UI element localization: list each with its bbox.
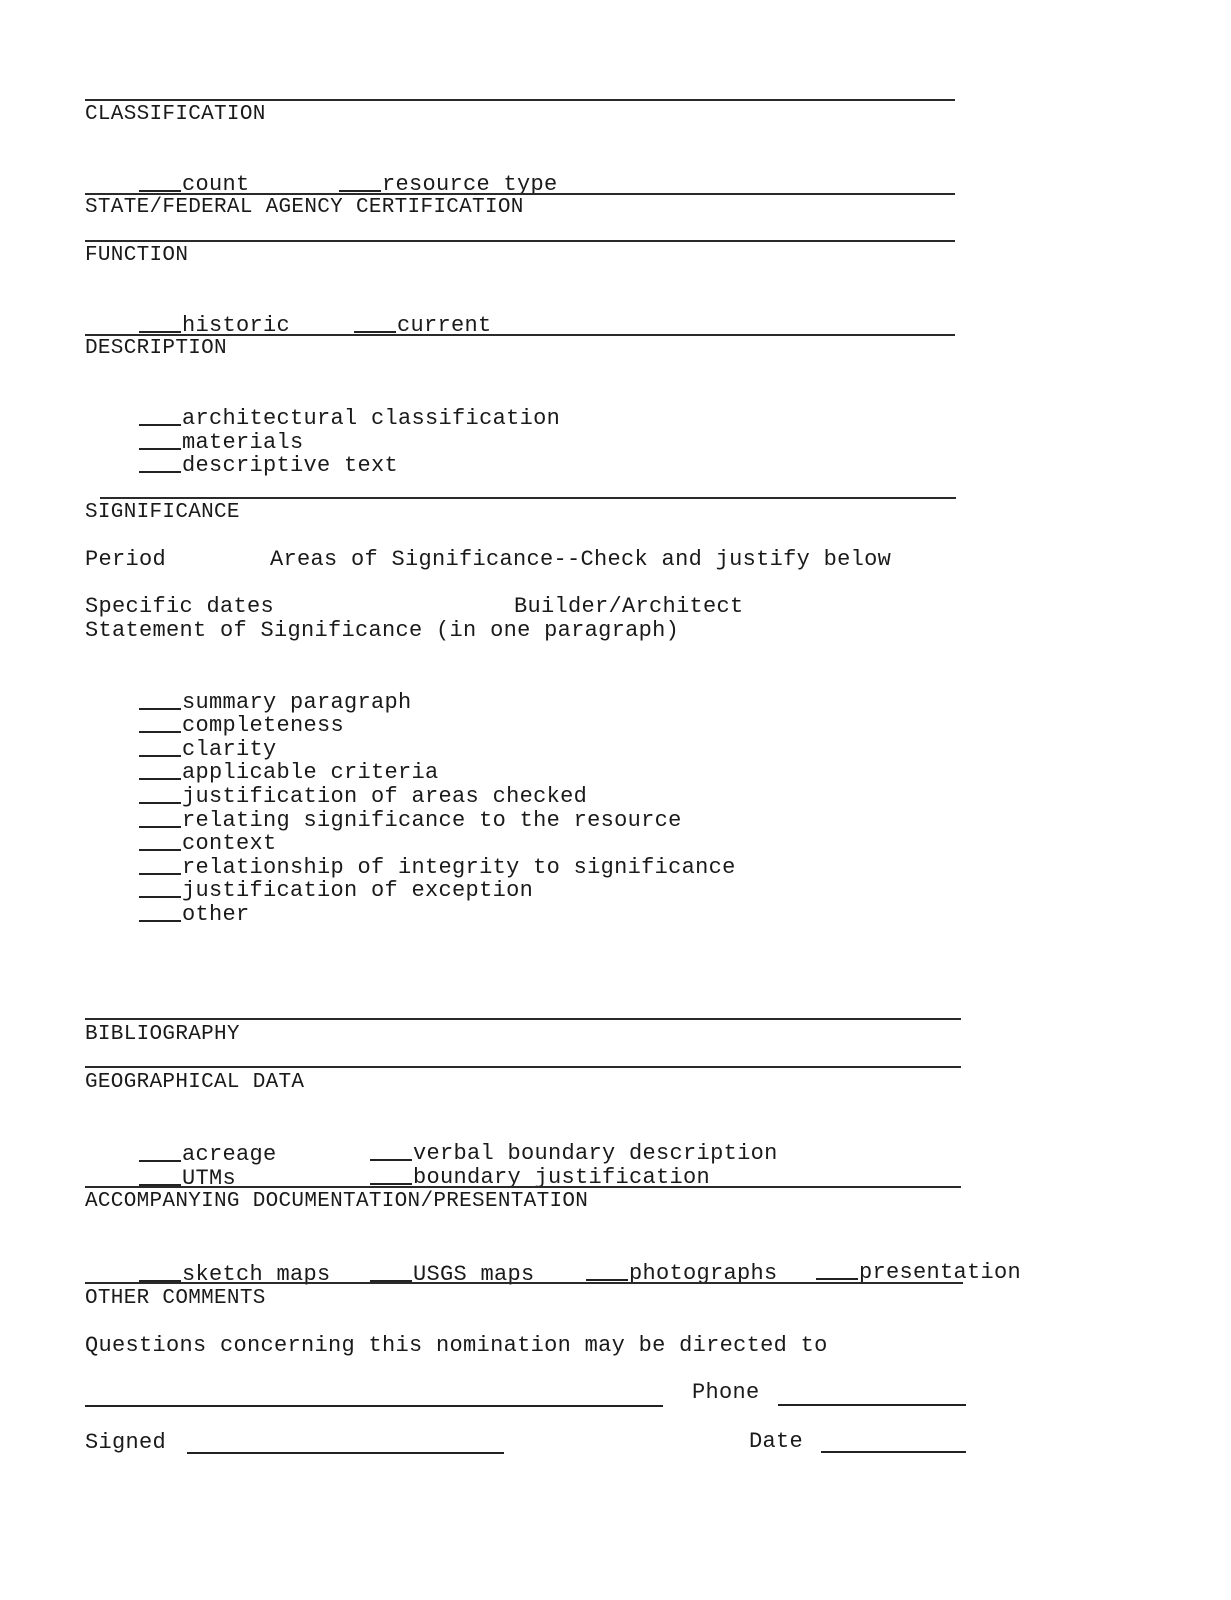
checkbox-other[interactable] [85, 879, 250, 951]
date-line[interactable] [821, 1451, 966, 1453]
section-rule-significance [100, 497, 956, 499]
item-label: current [397, 313, 492, 338]
item-label: materials [182, 430, 304, 455]
heading-significance: SIGNIFICANCE [85, 501, 240, 524]
item-label: context [182, 831, 277, 856]
statement-of-significance-label: Statement of Significance (in one paragraph) [85, 618, 680, 643]
check-blank[interactable] [586, 1278, 628, 1281]
section-rule-state-federal [85, 193, 955, 195]
checkbox-usgs-maps[interactable] [316, 1239, 535, 1311]
heading-function: FUNCTION [85, 244, 189, 267]
phone-line[interactable] [778, 1404, 966, 1406]
heading-classification: CLASSIFICATION [85, 103, 266, 126]
item-label: justification of exception [182, 878, 534, 903]
item-label: acreage [182, 1142, 277, 1167]
check-blank[interactable] [139, 330, 181, 333]
section-rule-classification [85, 99, 955, 101]
period-label: Period [85, 547, 167, 572]
questions-directed-text: Questions concerning this nomination may be directed to [85, 1333, 828, 1358]
item-label: photographs [629, 1261, 778, 1286]
item-label: UTMs [182, 1166, 237, 1191]
date-label: Date [749, 1429, 804, 1454]
section-rule-bibliography [85, 1018, 961, 1020]
check-blank[interactable] [139, 919, 181, 922]
specific-dates-label: Specific dates [85, 594, 275, 619]
heading-accompanying-documentation: ACCOMPANYING DOCUMENTATION/PRESENTATION [85, 1190, 589, 1213]
heading-geographical-data: GEOGRAPHICAL DATA [85, 1071, 305, 1094]
item-label: sketch maps [182, 1262, 331, 1287]
check-blank[interactable] [139, 470, 181, 473]
item-label: relationship of integrity to significance [182, 855, 736, 880]
heading-other-comments: OTHER COMMENTS [85, 1287, 266, 1310]
check-blank[interactable] [139, 189, 181, 192]
item-label: applicable criteria [182, 760, 439, 785]
item-label: historic [182, 313, 291, 338]
heading-bibliography: BIBLIOGRAPHY [85, 1023, 240, 1046]
item-label: presentation [859, 1260, 1022, 1285]
item-label: count [182, 172, 250, 197]
item-label: other [182, 902, 250, 927]
signed-label: Signed [85, 1430, 167, 1455]
section-rule-accompanying [85, 1186, 961, 1188]
heading-state-federal: STATE/FEDERAL AGENCY CERTIFICATION [85, 196, 524, 219]
item-label: architectural classification [182, 406, 561, 431]
section-rule-other-comments [85, 1282, 963, 1284]
builder-architect-label: Builder/Architect [514, 594, 744, 619]
item-label: USGS maps [413, 1262, 535, 1287]
item-label: boundary justification [413, 1165, 711, 1190]
item-label: descriptive text [182, 453, 399, 478]
check-blank[interactable] [354, 330, 396, 333]
areas-of-significance-label: Areas of Significance--Check and justify below [270, 547, 892, 572]
contact-name-line[interactable] [85, 1405, 663, 1407]
section-rule-geographical [85, 1066, 961, 1068]
check-blank[interactable] [816, 1277, 858, 1280]
checkbox-current[interactable] [300, 290, 492, 362]
item-label: summary paragraph [182, 690, 412, 715]
checkbox-photographs[interactable] [532, 1238, 778, 1310]
item-label: relating significance to the resource [182, 808, 682, 833]
checkbox-presentation[interactable] [762, 1237, 1021, 1309]
check-blank[interactable] [339, 189, 381, 192]
section-rule-function [85, 240, 955, 242]
checkbox-descriptive-text[interactable] [85, 430, 398, 502]
phone-label: Phone [692, 1380, 760, 1405]
heading-description: DESCRIPTION [85, 337, 227, 360]
item-label: completeness [182, 713, 345, 738]
item-label: verbal boundary description [413, 1141, 778, 1166]
item-label: clarity [182, 737, 277, 762]
item-label: resource type [382, 172, 558, 197]
signature-line[interactable] [187, 1452, 504, 1454]
section-rule-description [85, 334, 955, 336]
item-label: justification of areas checked [182, 784, 588, 809]
check-blank[interactable] [370, 1182, 412, 1185]
